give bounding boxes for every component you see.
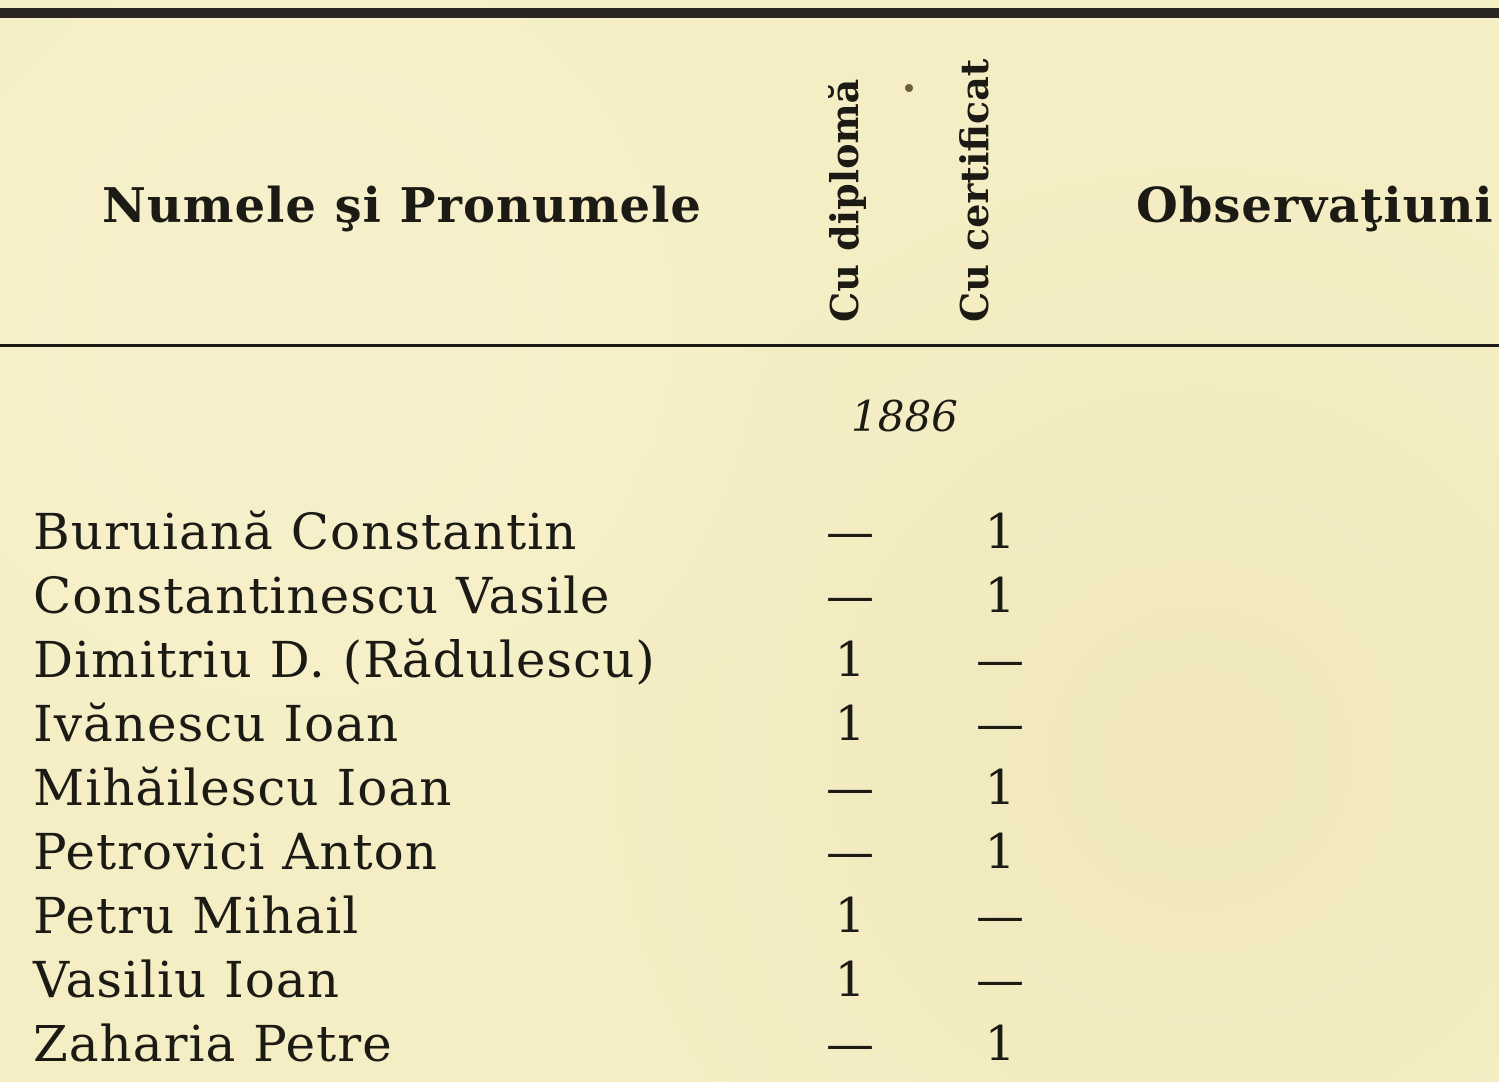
diploma-value: —	[826, 824, 874, 880]
certificat-value: —	[976, 696, 1024, 752]
diploma-value: —	[826, 568, 874, 624]
certificat-value: 1	[984, 824, 1016, 880]
diploma-value: —	[826, 1016, 874, 1072]
section-year: 1886	[851, 392, 958, 441]
certificat-value: —	[976, 632, 1024, 688]
student-name: Mihăilescu Ioan	[33, 759, 453, 817]
student-name: Petrovici Anton	[33, 823, 438, 881]
student-name: Vasiliu Ioan	[33, 951, 340, 1009]
header-rule	[0, 344, 1499, 347]
diploma-value: 1	[834, 952, 866, 1008]
top-rule	[0, 8, 1499, 18]
student-name: Constantinescu Vasile	[33, 567, 611, 625]
certificat-value: —	[976, 952, 1024, 1008]
certificat-value: 1	[984, 1016, 1016, 1072]
table-row	[0, 500, 1499, 564]
certificat-value: 1	[984, 504, 1016, 560]
ink-dot	[905, 84, 913, 92]
table-row	[0, 628, 1499, 692]
student-name: Petru Mihail	[33, 887, 360, 945]
diploma-value: —	[826, 760, 874, 816]
diploma-value: 1	[834, 888, 866, 944]
certificat-value: —	[976, 888, 1024, 944]
diploma-value: —	[826, 504, 874, 560]
table-row	[0, 692, 1499, 756]
student-name: Zaharia Petre	[33, 1015, 393, 1073]
table-row	[0, 820, 1499, 884]
student-rows	[0, 500, 1499, 1075]
student-name: Ivănescu Ioan	[33, 695, 400, 753]
name-column-header: Numele şi Pronumele	[102, 178, 702, 234]
diploma-column-header: Cu diplomă	[822, 78, 867, 322]
certificat-column-header: Cu certificat	[952, 58, 997, 322]
table-row	[0, 884, 1499, 948]
table-row	[0, 564, 1499, 628]
table-row	[0, 756, 1499, 820]
observations-column-header: Observaţiuni	[1136, 178, 1494, 234]
diploma-value: 1	[834, 632, 866, 688]
student-name: Buruiană Constantin	[33, 503, 578, 561]
table-row	[0, 948, 1499, 1012]
student-name: Dimitriu D. (Rădulescu)	[33, 631, 656, 689]
certificat-value: 1	[984, 760, 1016, 816]
table-row	[0, 1012, 1499, 1076]
certificat-value: 1	[984, 568, 1016, 624]
diploma-value: 1	[834, 696, 866, 752]
